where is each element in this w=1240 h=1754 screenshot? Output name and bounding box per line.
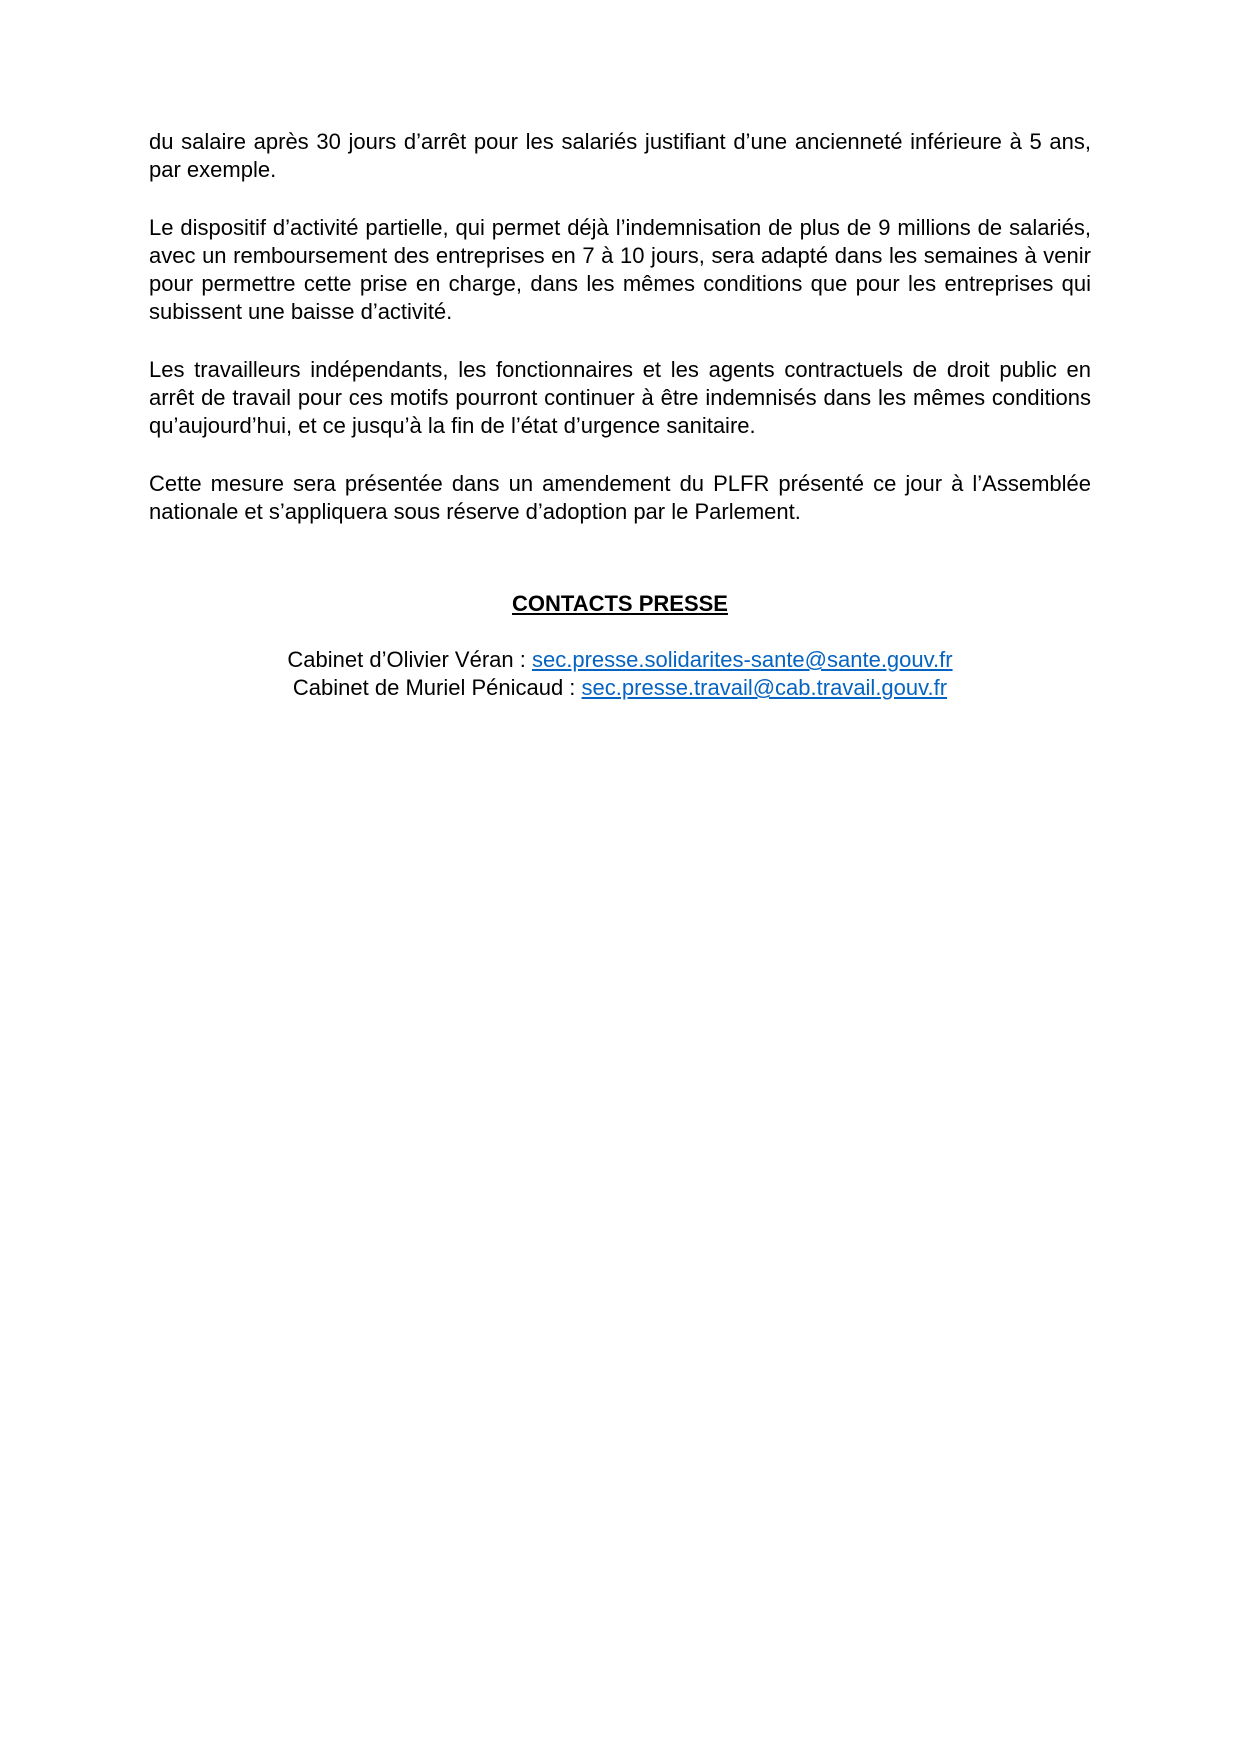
contact-line-veran [149, 646, 1091, 674]
press-contacts-block [149, 646, 1091, 702]
email-link-solidarites-sante[interactable]: sec.presse.solidarites-sante@sante.gouv.fr [531, 647, 953, 672]
body-paragraph: Cette mesure sera présentée dans un amendement du PLFR présenté ce jour à l’Assemblée nationale et s’appliquera sous réserve d’adoption par le Parlement. [149, 471, 1091, 524]
contact-label-penicaud: Cabinet de Muriel Pénicaud : [292, 675, 582, 700]
body-paragraph: Les travailleurs indépendants, les fonctionnaires et les agents contractuels de droit public en arrêt de travail pour ces motifs pourront continuer à être indemnisés dans les mêmes conditions qu’aujourd’hui, et ce jusqu’à la fin de l’état d’urgence sanitaire. [149, 357, 1091, 438]
body-paragraph: du salaire après 30 jours d’arrêt pour les salariés justifiant d’une ancienneté inférieure à 5 ans, par exemple. [149, 129, 1091, 182]
document-page [149, 128, 1091, 702]
contact-line-penicaud [149, 674, 1091, 702]
contacts-press-heading-text: CONTACTS PRESSE [512, 591, 728, 616]
contact-label-veran: Cabinet d’Olivier Véran : [287, 647, 532, 672]
email-link-travail[interactable]: sec.presse.travail@cab.travail.gouv.fr [581, 675, 948, 700]
contacts-press-heading [149, 590, 1091, 618]
body-paragraph: Le dispositif d’activité partielle, qui permet déjà l’indemnisation de plus de 9 millions de salariés, avec un remboursement des entreprises en 7 à 10 jours, sera adapté dans les semaines à venir pour permettre cette prise en charge, dans les mêmes conditions que pour les entreprises qui subissent une baisse d’activité. [149, 215, 1091, 324]
